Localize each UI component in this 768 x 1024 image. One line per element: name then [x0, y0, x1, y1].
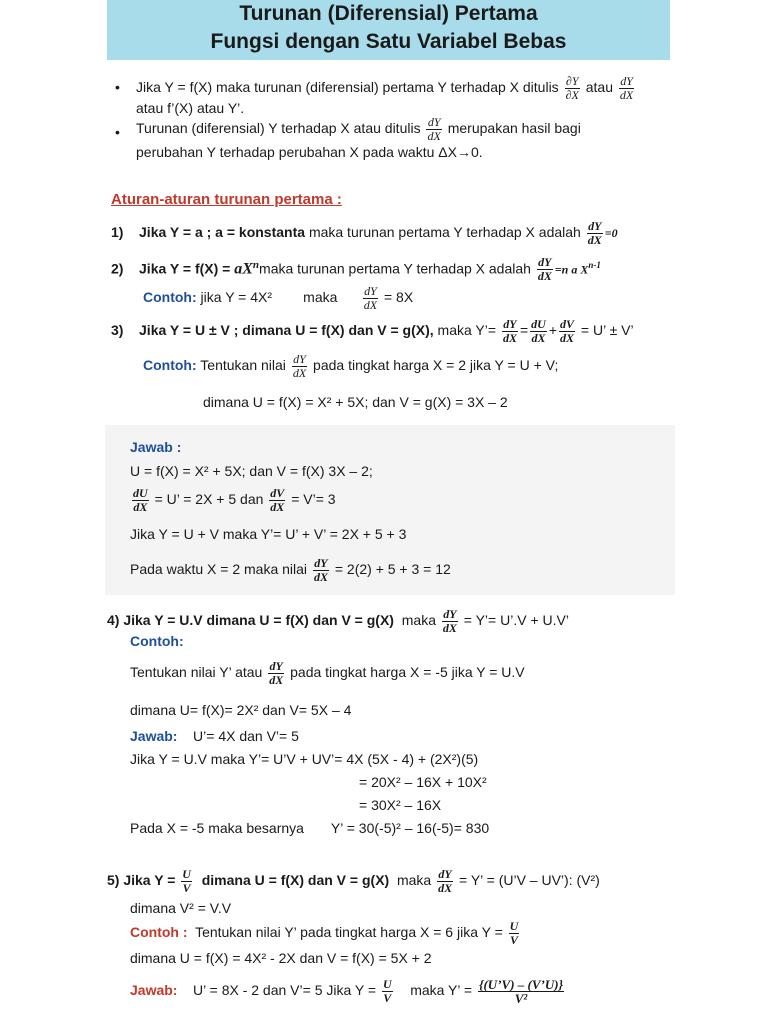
fraction: $\frac{dY}{dX}$	[587, 219, 602, 247]
fraction: $\frac{dU}{dX}$	[531, 317, 546, 345]
rule-3-jawab-1: U = f(X) = X² + 5X; dan V = f(X) 3X – 2;	[130, 463, 373, 479]
rule-3-example: Contoh: Tentukan nilai $\frac{dY}{dX}$ pada tingkat harga X = 2 jika Y = U + V;	[143, 352, 559, 380]
fraction: $\frac{dY}{dX}$	[292, 352, 307, 380]
intro-bullet-2	[136, 116, 581, 143]
fraction: $\frac{dU}{dX}$	[133, 486, 148, 514]
intro-text: perubahan Y terhadap perubahan X pada waktu ΔX→0.	[136, 144, 483, 160]
rule-4-line-2: = 20X² – 16X + 10X²	[359, 774, 487, 790]
rule-3-jawab-4: Pada waktu X = 2 maka nilai $\frac{dY}{dX}$ = 2(2) + 5 + 3 = 12	[130, 556, 451, 584]
rule-4-example: Tentukan nilai Y’ atau $\frac{dY}{dX}$ pada tingkat harga X = -5 jika Y = U.V	[130, 659, 525, 687]
fraction: $\frac{dY}{dX}$	[269, 659, 284, 687]
intro-text: merupakan hasil bagi	[447, 120, 581, 137]
fraction: $\frac{dY}{dX}$	[363, 284, 378, 312]
rule-1: 1) Jika Y = a ; a = konstanta maka turunan pertama Y terhadap X adalah $\frac{dY}{dX}$ =0	[111, 219, 618, 247]
fraction: $\frac{U}{V}$	[182, 867, 191, 895]
rule-3: 3) Jika Y = U ± V ; dimana U = f(X) dan V = g(X), maka Y’= $\frac{dY}{dX}$ = $\frac{dU}{dX}$ + $\frac{dV}{dX}$ = U’ ± V’	[111, 317, 634, 345]
rule-2-example: Contoh: jika Y = 4X² maka $\frac{dY}{dX}$ = 8X	[143, 284, 414, 312]
rule-5-dimana-2: dimana U = f(X) = 4X² - 2X dan V = f(X) = 5X + 2	[130, 950, 432, 966]
fraction: $\frac{dY}{dX}$	[313, 556, 328, 584]
bullet-icon: •	[115, 79, 120, 95]
rule-3-jawab-label: Jawab :	[130, 439, 182, 455]
fraction: $\frac{dV}{dX}$	[560, 317, 575, 345]
fraction: $\frac{dY}{dX}$	[427, 115, 441, 143]
fraction: $\frac{U}{V}$	[382, 977, 392, 1005]
intro-text: atau f’(X) atau Y’.	[136, 100, 245, 116]
rule-5-jawab: Jawab: U’ = 8X - 2 dan V’= 5 Jika Y = $\frac{U}{V}$ maka Y’ = $\frac{\{(U’V) - (V’U)\}}{\text{V²}}$	[130, 977, 564, 1006]
rule-5-example: Contoh : Tentukan nilai Y’ pada tingkat harga X = 6 jika Y = $\frac{U}{V}$	[130, 919, 519, 947]
rule-3-jawab-2: $\frac{dU}{dX}$ = U’ = 2X + 5 dan $\frac{dV}{dX}$ = V’= 3	[133, 486, 336, 514]
rule-3-dimana: dimana U = f(X) = X² + 5X; dan V = g(X) = 3X – 2	[203, 394, 508, 410]
fraction: $\frac{dY}{dX}$	[442, 607, 457, 635]
rules-heading: Aturan-aturan turunan pertama :	[111, 191, 342, 208]
intro-bullet-1	[136, 75, 636, 102]
rule-4-contoh-label: Contoh:	[130, 633, 184, 649]
rule-5: 5) Jika Y = $\frac{U}{V}$ dimana U = f(X) dan V = g(X) maka $\frac{dY}{dX}$ = Y’ = (U’V – UV’): (V²)	[107, 867, 600, 895]
intro-text: atau	[585, 79, 613, 96]
rule-4-line-1: Jika Y = U.V maka Y’= U’V + UV’= 4X (5X - 4) + (2X²)(5)	[130, 751, 479, 767]
rule-4-line-4: Pada X = -5 maka besarnya Y’ = 30(-5)² – 16(-5)= 830	[130, 820, 490, 836]
fraction: $\frac{\{(U’V) - (V’U)\}}{\text{V²}}$	[478, 977, 564, 1006]
fraction: $\frac{dY}{dX}$	[438, 867, 453, 895]
rule-2: 2) Jika $Y = f(X) = aX^nmaka$ turunan pertama Y terhadap X adalah $\frac{dY}{dX}$ =n a $X^{n-1}$	[111, 255, 601, 284]
fraction: $\frac{dY}{dX}$	[537, 255, 552, 284]
rule-4-dimana: dimana U= f(X)= 2X² dan V= 5X – 4	[130, 702, 352, 718]
title-banner	[107, 0, 670, 60]
intro-text: Turunan (diferensial) Y terhadap X atau ditulis	[136, 120, 421, 137]
fraction: $\frac{dY}{dX}$	[619, 74, 634, 102]
rule-4-line-3: = 30X² – 16X	[359, 797, 442, 813]
page-subtitle: Fungsi dengan Satu Variabel Bebas	[210, 30, 567, 53]
page-title: Turunan (Diferensial) Pertama	[239, 2, 538, 25]
rule-5-dimana: dimana V² = V.V	[130, 900, 232, 916]
fraction: $\frac{dV}{dX}$	[270, 486, 285, 514]
fraction: $\frac{U}{V}$	[509, 919, 519, 947]
rule-4-jawab: Jawab: U’= 4X dan V’= 5	[130, 728, 299, 744]
rule-4: 4) Jika Y = U.V dimana U = f(X) dan V = g(X) maka $\frac{dY}{dX}$ = Y’= U’.V + U.V’	[107, 607, 569, 635]
intro-text: Jika Y = f(X) maka turunan (diferensial) pertama Y terhadap X ditulis	[136, 79, 559, 96]
fraction: $\frac{\partial Y}{\partial X}$	[565, 74, 579, 102]
rule-3-jawab-3: Jika Y = U + V maka Y’= U’ + V’ = 2X + 5 + 3	[130, 526, 407, 542]
fraction: $\frac{dY}{dX}$	[502, 317, 517, 345]
bullet-icon: •	[115, 124, 120, 140]
